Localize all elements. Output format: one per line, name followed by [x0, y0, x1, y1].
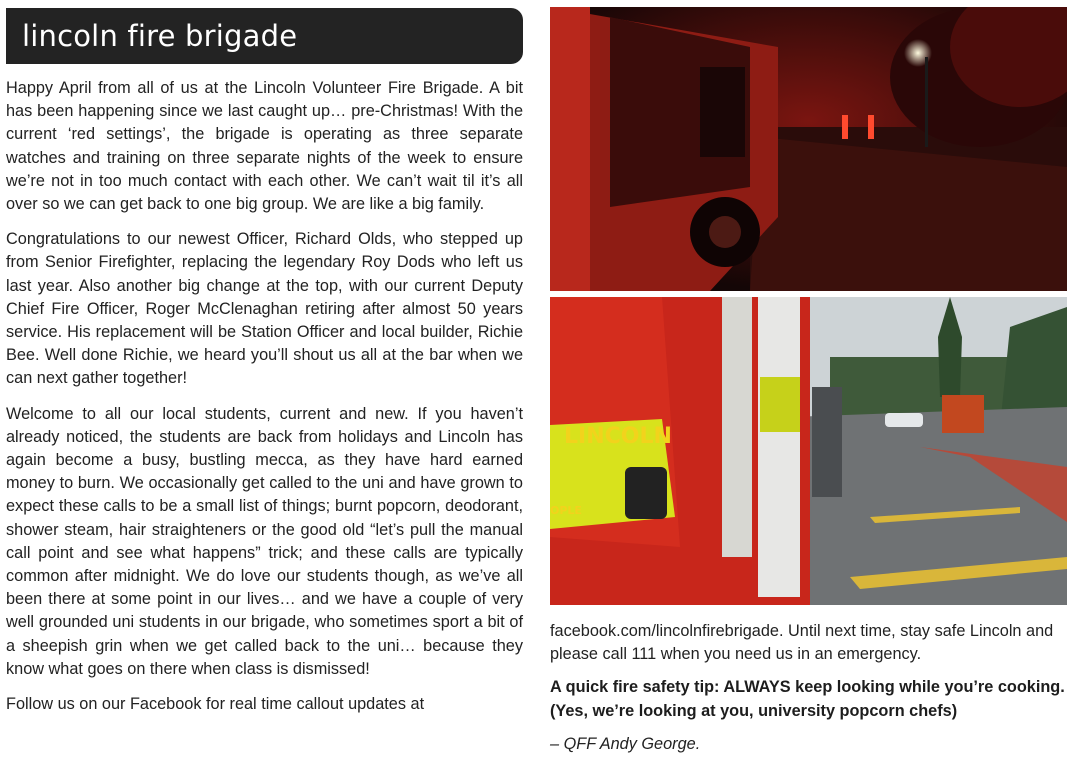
signoff: – QFF Andy George.	[550, 734, 701, 753]
paragraph-officers: Congratulations to our newest Officer, Richard Olds, who stepped up from Senior Firefighter, replacing the legendary Roy Dods who left us last year. Also another big change at the top, with our current Deputy Chief Fire Officer, Roger McClenaghan retiring after almost 50 years service. His replacement will be Station Officer and local builder, Richie Bee. Well done Richie, we heard you’ll shout us all at the bar when we can next gather together!	[6, 230, 523, 388]
night-fire-truck-photo	[550, 7, 1067, 291]
paragraph-continuation: facebook.com/lincolnfirebrigade. Until next time, stay safe Lincoln and please call 111 when you need us in an emergency.	[550, 622, 1054, 664]
day-fire-truck-photo	[550, 297, 1067, 605]
truck-lincoln-text: LINCOLN	[564, 424, 672, 449]
article-body	[6, 77, 523, 716]
truck-partial-text: OPLE	[550, 504, 582, 517]
right-column	[550, 7, 1067, 766]
safety-tip: A quick fire safety tip: ALWAYS keep looking while you’re cooking. (Yes, we’re looking at you, university popcorn chefs)	[550, 678, 1065, 720]
paragraph-students: Welcome to all our local students, current and new. If you haven’t already noticed, the students are back from holidays and Lincoln has again become a busy, bustling mecca, as they have hard earned money to burn. We occasionally get called to the uni and have grown to expect these calls to be a small list of things; burnt popcorn, deodorant, shower steam, hair straighteners or the good old “let’s pull the manual call point and see what happens” trick; and these calls are typically common after midnight. We do love our students though, as we’ve all been there at some point in our lives… and we have a couple of very well grounded uni students in our brigade, who sometimes sport a bit of a sheepish grin when we get called back to the uni… because they know what goes on there when class is dismissed!	[6, 404, 523, 678]
left-column	[6, 8, 523, 728]
article-continuation	[550, 620, 1067, 756]
article-title: lincoln fire brigade	[22, 19, 298, 53]
title-banner	[6, 8, 523, 64]
paragraph-facebook: Follow us on our Facebook for real time callout updates at	[6, 695, 425, 714]
paragraph-intro: Happy April from all of us at the Lincoln Volunteer Fire Brigade. A bit has been happening since we last caught up… pre-Christmas! With the current ‘red settings’, the brigade is operating as three separate watches and training on three separate nights of the week to ensure we’re not in too much contact with each other. We can’t wait til it’s all over so we can get back to one big group. We are like a big family.	[6, 79, 523, 214]
